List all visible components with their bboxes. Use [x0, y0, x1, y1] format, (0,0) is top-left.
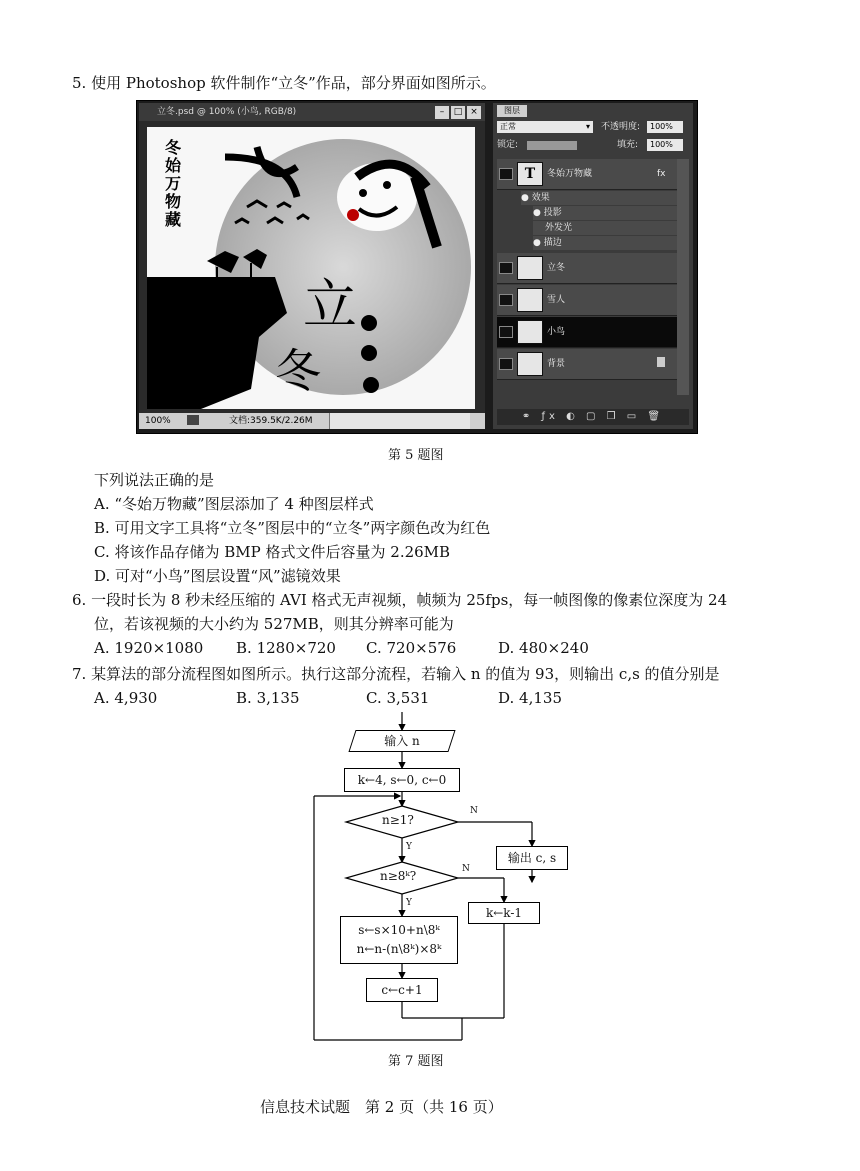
flow-cond2: n≥8ᵏ?	[380, 869, 417, 883]
option-text: 4,135	[519, 689, 562, 707]
option-letter: C.	[366, 689, 382, 707]
effects-header	[521, 191, 677, 205]
effect-name: 描边	[543, 238, 562, 248]
q5-stem	[72, 72, 496, 94]
layer-name: 立冬	[547, 263, 566, 273]
canvas-vertical-text: 冬 始 万 物 藏	[165, 138, 182, 229]
option-letter: C.	[94, 543, 110, 561]
eye-icon[interactable]: ●	[533, 238, 544, 248]
effect-item[interactable]	[533, 221, 677, 235]
flow-init-box: k←4, s←0, c←0	[344, 768, 460, 792]
q5-option-c	[94, 541, 450, 563]
q6-option-a	[94, 639, 203, 657]
eye-icon[interactable]: ●	[521, 193, 532, 203]
layer-row[interactable]	[497, 285, 677, 316]
option-text: “冬始万物藏”图层添加了 4 种图层样式	[114, 495, 374, 513]
zoom-level[interactable]: 100%	[145, 416, 171, 426]
layer-name: 背景	[547, 359, 566, 369]
blend-mode-select[interactable]	[497, 121, 593, 133]
q6-option-d	[498, 639, 589, 657]
q6-stem-line2: 位，若该视频的大小约为 527MB，则其分辨率可能为	[94, 615, 454, 633]
layer-thumbnail	[517, 352, 543, 376]
option-text: 将该作品存储为 BMP 格式文件后容量为 2.26MB	[114, 543, 451, 561]
option-letter: A.	[94, 639, 110, 657]
status-menu-icon[interactable]	[187, 415, 199, 425]
q7-option-c	[366, 689, 429, 707]
option-text: 可用文字工具将“立冬”图层中的“立冬”两字颜色改为红色	[114, 519, 491, 537]
option-text: 480×240	[519, 639, 589, 657]
option-text: 1280×720	[256, 639, 336, 657]
layer-row[interactable]	[497, 253, 677, 284]
opacity-label: 不透明度:	[601, 122, 641, 132]
photoshop-screenshot	[136, 100, 698, 434]
layers-panel	[493, 103, 693, 429]
eye-icon[interactable]	[499, 358, 513, 370]
blend-row	[497, 121, 689, 134]
layer-name: 雪人	[547, 295, 566, 305]
option-letter: C.	[366, 639, 382, 657]
option-text: 1920×1080	[114, 639, 204, 657]
page-footer: 信息技术试题 第 2 页（共 16 页）	[260, 1098, 503, 1116]
lock-row	[497, 139, 689, 152]
lock-label: 锁定:	[497, 140, 519, 150]
effect-name: 外发光	[545, 223, 573, 233]
layer-thumbnail	[517, 256, 543, 280]
lock-icon	[657, 357, 665, 367]
option-text: 可对“小鸟”图层设置“风”滤镜效果	[115, 567, 341, 585]
q6-option-b	[236, 639, 336, 657]
lock-icons[interactable]	[527, 141, 577, 150]
flow-inc-c-box: c←c+1	[366, 978, 438, 1002]
document-status-bar	[139, 413, 485, 429]
flow-dec-k-box: k←k-1	[468, 902, 540, 924]
option-text: 3,135	[256, 689, 300, 707]
document-size: 文档:359.5K/2.26M	[229, 416, 313, 426]
flow-input-text: 输入 n	[384, 734, 420, 748]
flow-no-label: N	[470, 806, 478, 816]
option-letter: B.	[236, 689, 252, 707]
option-letter: B.	[94, 519, 110, 537]
option-letter: D.	[94, 567, 111, 585]
document-window	[139, 103, 485, 429]
eye-icon[interactable]	[499, 262, 513, 274]
layer-row-selected[interactable]	[497, 317, 677, 348]
q7-stem	[72, 663, 720, 685]
chevron-down-icon: ▾	[585, 122, 590, 131]
option-letter: B.	[236, 639, 252, 657]
q7-text: 某算法的部分流程图如图所示。执行这部分流程，若输入 n 的值为 93，则输出 c,s 的值分别是	[91, 665, 720, 683]
flow-yes-label: Y	[406, 842, 412, 852]
text-layer-thumbnail: T	[517, 162, 543, 186]
q7-option-b	[236, 689, 300, 707]
flow-proc-line2: n←n-(n\8ᵏ)×8ᵏ	[356, 942, 442, 956]
option-text: 4,930	[114, 689, 158, 707]
layers-scrollbar[interactable]	[677, 159, 689, 395]
canvas-big-text-li: 立	[303, 273, 357, 336]
option-letter: A.	[94, 689, 110, 707]
option-letter: D.	[498, 639, 515, 657]
q5-figure-caption: 第 5 题图	[388, 448, 444, 463]
eye-icon[interactable]	[499, 326, 513, 338]
maximize-icon[interactable]: □	[451, 106, 465, 119]
flow-yes-label: Y	[406, 898, 412, 908]
q6-stem-line1	[72, 589, 727, 611]
q7-number: 7.	[72, 665, 87, 683]
effect-item[interactable]	[533, 206, 677, 220]
document-title: 立冬.psd @ 100% (小鸟, RGB/8)	[139, 103, 485, 121]
effects-label: 效果	[531, 193, 550, 203]
artwork-illustration	[147, 127, 475, 409]
flow-input-box	[348, 730, 455, 752]
q5-option-b	[94, 517, 490, 539]
q7-option-a	[94, 689, 157, 707]
close-icon[interactable]: ×	[467, 106, 481, 119]
option-text: 720×576	[386, 639, 457, 657]
opacity-field[interactable]: 100%	[647, 121, 683, 133]
tab-layers[interactable]: 图层	[497, 105, 527, 117]
layer-row[interactable]	[497, 349, 677, 380]
flow-no-label: N	[462, 864, 470, 874]
q7-option-d	[498, 689, 562, 707]
layer-row[interactable]	[497, 159, 677, 190]
flow-proc-line1: s←s×10+n\8ᵏ	[358, 923, 440, 937]
q5-number: 5.	[72, 74, 87, 92]
blend-mode-value: 正常	[500, 122, 516, 131]
fill-field[interactable]: 100%	[647, 139, 683, 151]
q7-figure-caption: 第 7 题图	[388, 1054, 444, 1069]
q5-option-a	[94, 493, 374, 515]
option-text: 3,531	[386, 689, 430, 707]
eye-icon[interactable]	[499, 294, 513, 306]
layer-name: 冬始万物藏	[547, 169, 593, 179]
fx-icon: fx	[657, 169, 666, 179]
q5-prompt: 下列说法正确的是	[94, 471, 215, 489]
horizontal-scrollbar[interactable]	[329, 413, 470, 429]
flow-output-box: 输出 c, s	[496, 846, 568, 870]
layer-thumbnail	[517, 288, 543, 312]
q5-option-d	[94, 565, 341, 587]
option-letter: A.	[94, 495, 110, 513]
q5-text: 使用 Photoshop 软件制作“立冬”作品，部分界面如图所示。	[91, 74, 496, 92]
layers-toolbar[interactable]: ⚭ ƒx ◐ ▢ ❒ ▭ 🗑	[497, 409, 689, 425]
flow-cond1: n≥1?	[382, 813, 414, 827]
fill-label: 填充:	[617, 140, 639, 150]
flow-proc-box	[340, 916, 458, 964]
canvas-big-text-dong: 冬	[275, 344, 321, 398]
q6-option-c	[366, 639, 456, 657]
effect-item[interactable]	[533, 236, 677, 250]
layer-name: 小鸟	[547, 327, 566, 337]
effect-name: 投影	[543, 208, 562, 218]
layer-thumbnail	[517, 320, 543, 344]
minimize-icon[interactable]: –	[435, 106, 449, 119]
q6-number: 6.	[72, 591, 87, 609]
eye-icon[interactable]	[499, 168, 513, 180]
eye-icon[interactable]: ●	[533, 208, 544, 218]
q6-text-line1: 一段时长为 8 秒未经压缩的 AVI 格式无声视频，帧频为 25fps，每一帧图像的像素位深度为 24	[91, 591, 728, 609]
option-letter: D.	[498, 689, 515, 707]
artwork-canvas	[147, 127, 475, 409]
